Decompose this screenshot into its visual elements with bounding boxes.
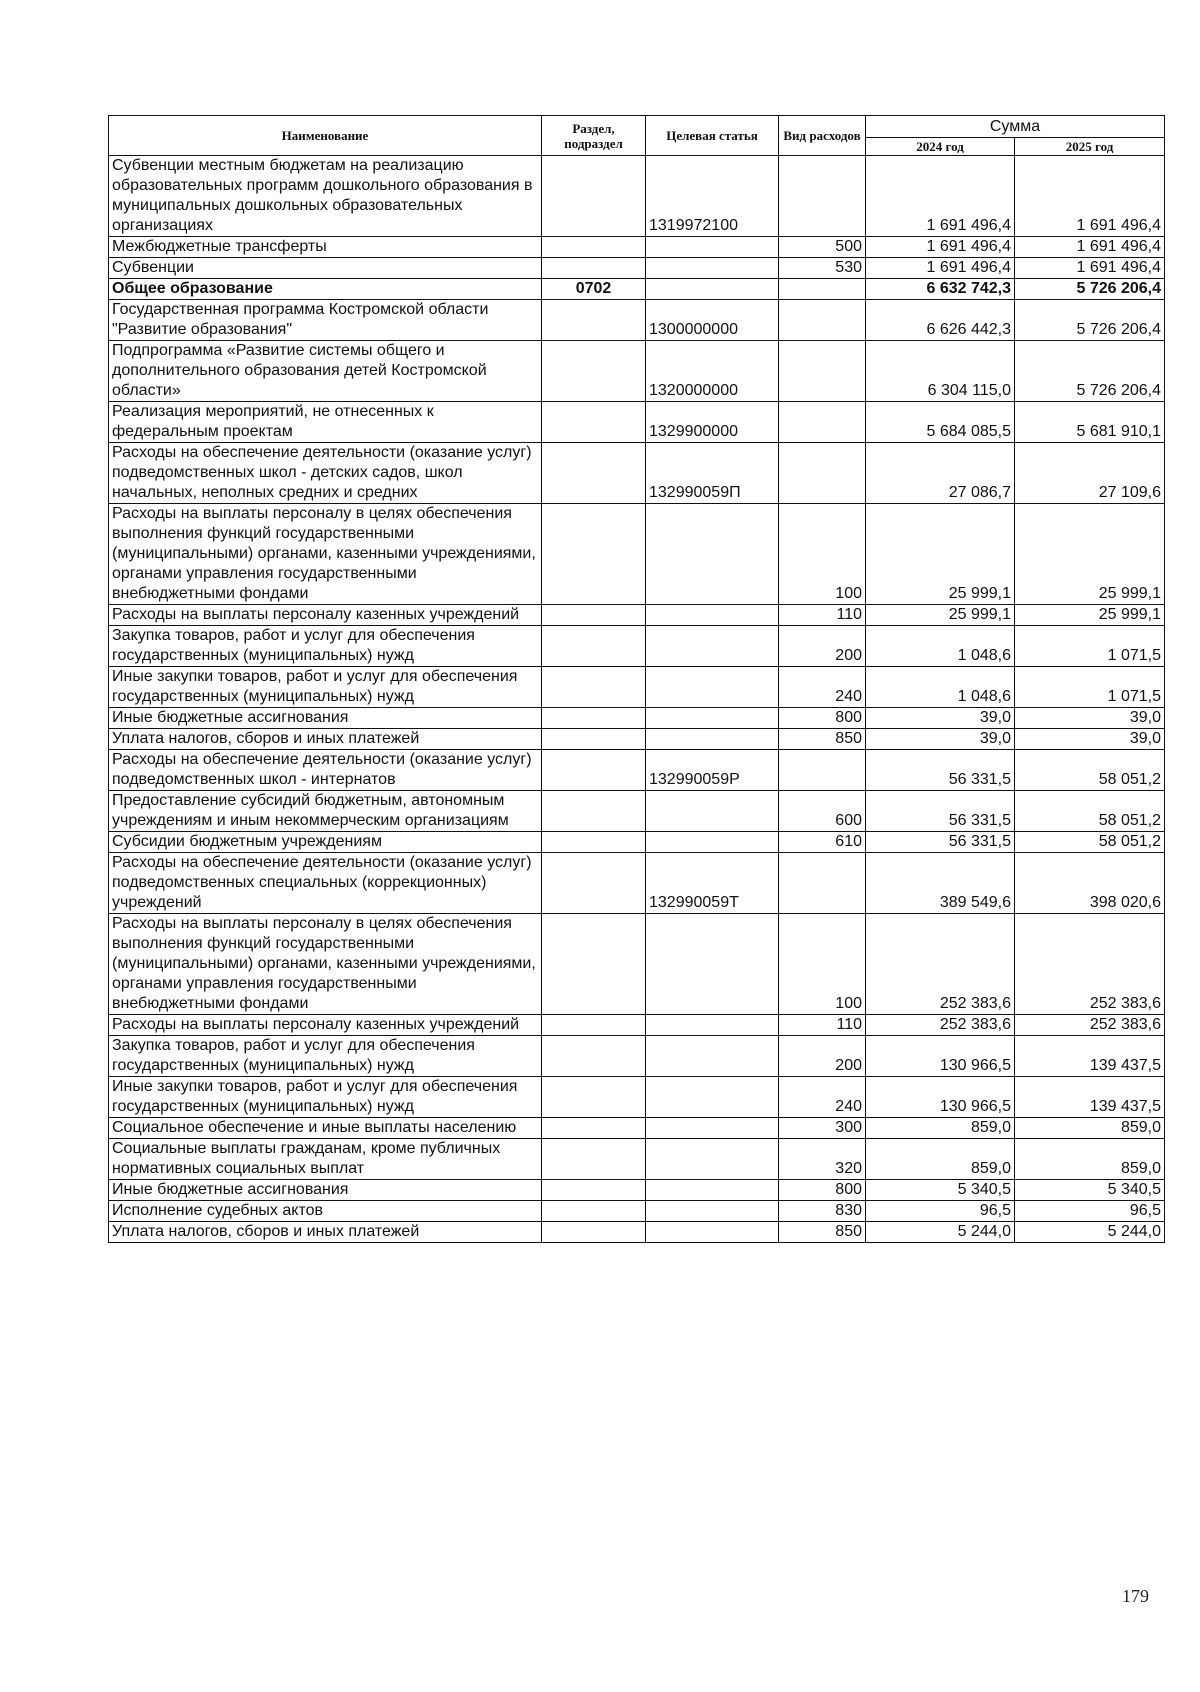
- cell-article: 1320000000: [646, 341, 779, 402]
- table-row: [109, 605, 1165, 626]
- table-row: [109, 729, 1165, 750]
- cell-article: [646, 1180, 779, 1201]
- cell-sum-2024: 39,0: [866, 729, 1015, 750]
- cell-article: [646, 729, 779, 750]
- cell-article: [646, 626, 779, 667]
- table-row: [109, 402, 1165, 443]
- cell-sum-2025: 5 340,5: [1015, 1180, 1165, 1201]
- table-row: [109, 279, 1165, 300]
- cell-name: Расходы на выплаты персоналу казенных учреждений: [109, 605, 542, 626]
- table-row: [109, 914, 1165, 1015]
- cell-section: 0702: [542, 279, 646, 300]
- cell-article: [646, 1077, 779, 1118]
- cell-name: Государственная программа Костромской области "Развитие образования": [109, 300, 542, 341]
- cell-sum-2024: 25 999,1: [866, 605, 1015, 626]
- cell-sum-2025: 58 051,2: [1015, 791, 1165, 832]
- cell-name: Субвенции: [109, 258, 542, 279]
- cell-sum-2025: 5 726 206,4: [1015, 300, 1165, 341]
- cell-sum-2024: 6 632 742,3: [866, 279, 1015, 300]
- cell-article: 132990059Р: [646, 750, 779, 791]
- cell-sum-2024: 389 549,6: [866, 853, 1015, 914]
- cell-name: Общее образование: [109, 279, 542, 300]
- table-row: [109, 443, 1165, 504]
- cell-sum-2025: 1 691 496,4: [1015, 237, 1165, 258]
- cell-article: 1329900000: [646, 402, 779, 443]
- cell-section: [542, 1139, 646, 1180]
- cell-sum-2025: 25 999,1: [1015, 605, 1165, 626]
- table-row: [109, 258, 1165, 279]
- table-row: [109, 341, 1165, 402]
- cell-name: Межбюджетные трансферты: [109, 237, 542, 258]
- budget-table-container: [108, 115, 1165, 1243]
- cell-article: [646, 1118, 779, 1139]
- table-header: [109, 116, 1165, 156]
- cell-sum-2025: 5 681 910,1: [1015, 402, 1165, 443]
- table-row: [109, 708, 1165, 729]
- cell-sum-2025: 398 020,6: [1015, 853, 1165, 914]
- cell-article: [646, 1222, 779, 1243]
- cell-sum-2024: 252 383,6: [866, 1015, 1015, 1036]
- cell-section: [542, 504, 646, 605]
- cell-name: Подпрограмма «Развитие системы общего и дополнительного образования детей Костромской области»: [109, 341, 542, 402]
- cell-sum-2025: 1 071,5: [1015, 626, 1165, 667]
- table-row: [109, 1201, 1165, 1222]
- cell-section: [542, 156, 646, 237]
- cell-section: [542, 667, 646, 708]
- cell-sum-2024: 6 304 115,0: [866, 341, 1015, 402]
- cell-expense-type: [779, 156, 866, 237]
- cell-expense-type: 110: [779, 1015, 866, 1036]
- cell-sum-2025: 1 691 496,4: [1015, 156, 1165, 237]
- cell-sum-2024: 1 691 496,4: [866, 258, 1015, 279]
- cell-sum-2025: 25 999,1: [1015, 504, 1165, 605]
- cell-sum-2024: 130 966,5: [866, 1077, 1015, 1118]
- cell-expense-type: 610: [779, 832, 866, 853]
- cell-expense-type: 830: [779, 1201, 866, 1222]
- cell-expense-type: 500: [779, 237, 866, 258]
- cell-sum-2025: 252 383,6: [1015, 1015, 1165, 1036]
- cell-section: [542, 791, 646, 832]
- table-body: [109, 156, 1165, 1243]
- cell-section: [542, 729, 646, 750]
- cell-expense-type: 110: [779, 605, 866, 626]
- cell-sum-2025: 5 726 206,4: [1015, 279, 1165, 300]
- table-row: [109, 1139, 1165, 1180]
- cell-section: [542, 1077, 646, 1118]
- cell-name: Иные закупки товаров, работ и услуг для обеспечения государственных (муниципальных) нужд: [109, 667, 542, 708]
- cell-sum-2024: 859,0: [866, 1118, 1015, 1139]
- cell-section: [542, 258, 646, 279]
- table-row: [109, 667, 1165, 708]
- cell-sum-2025: 859,0: [1015, 1139, 1165, 1180]
- cell-sum-2025: 1 691 496,4: [1015, 258, 1165, 279]
- header-expense-type: Вид расходов: [779, 116, 866, 156]
- table-row: [109, 853, 1165, 914]
- cell-sum-2024: 1 048,6: [866, 667, 1015, 708]
- cell-name: Уплата налогов, сборов и иных платежей: [109, 1222, 542, 1243]
- cell-sum-2025: 5 726 206,4: [1015, 341, 1165, 402]
- cell-expense-type: [779, 402, 866, 443]
- cell-name: Расходы на обеспечение деятельности (оказание услуг) подведомственных школ - интернатов: [109, 750, 542, 791]
- cell-sum-2024: 6 626 442,3: [866, 300, 1015, 341]
- page-number: 179: [1122, 1586, 1149, 1606]
- cell-expense-type: 200: [779, 1036, 866, 1077]
- cell-sum-2024: 5 340,5: [866, 1180, 1015, 1201]
- cell-expense-type: 800: [779, 1180, 866, 1201]
- table-row: [109, 1118, 1165, 1139]
- cell-article: 1319972100: [646, 156, 779, 237]
- cell-sum-2025: 58 051,2: [1015, 832, 1165, 853]
- cell-section: [542, 1180, 646, 1201]
- table-row: [109, 1077, 1165, 1118]
- cell-section: [542, 708, 646, 729]
- table-row: [109, 1222, 1165, 1243]
- cell-section: [542, 402, 646, 443]
- cell-sum-2025: 58 051,2: [1015, 750, 1165, 791]
- cell-section: [542, 443, 646, 504]
- header-year-2024: 2024 год: [866, 138, 1015, 156]
- cell-expense-type: 240: [779, 1077, 866, 1118]
- cell-name: Расходы на выплаты персоналу казенных учреждений: [109, 1015, 542, 1036]
- cell-expense-type: [779, 750, 866, 791]
- cell-name: Социальные выплаты гражданам, кроме публичных нормативных социальных выплат: [109, 1139, 542, 1180]
- cell-article: [646, 258, 779, 279]
- table-row: [109, 1036, 1165, 1077]
- cell-sum-2024: 5 244,0: [866, 1222, 1015, 1243]
- cell-sum-2024: 96,5: [866, 1201, 1015, 1222]
- cell-sum-2025: 252 383,6: [1015, 914, 1165, 1015]
- cell-sum-2024: 56 331,5: [866, 750, 1015, 791]
- cell-section: [542, 832, 646, 853]
- header-sum: Сумма: [866, 116, 1165, 138]
- cell-article: 1300000000: [646, 300, 779, 341]
- budget-table: [108, 115, 1165, 1243]
- cell-section: [542, 1222, 646, 1243]
- cell-section: [542, 914, 646, 1015]
- cell-section: [542, 626, 646, 667]
- table-row: [109, 156, 1165, 237]
- cell-section: [542, 853, 646, 914]
- cell-article: [646, 605, 779, 626]
- table-row: [109, 300, 1165, 341]
- table-row: [109, 504, 1165, 605]
- table-row: [109, 626, 1165, 667]
- cell-article: [646, 914, 779, 1015]
- table-row: [109, 1015, 1165, 1036]
- cell-name: Предоставление субсидий бюджетным, автономным учреждениям и иным некоммерческим организациям: [109, 791, 542, 832]
- cell-sum-2024: 27 086,7: [866, 443, 1015, 504]
- cell-section: [542, 1118, 646, 1139]
- cell-sum-2024: 5 684 085,5: [866, 402, 1015, 443]
- cell-sum-2024: 252 383,6: [866, 914, 1015, 1015]
- cell-article: [646, 1201, 779, 1222]
- cell-sum-2025: 139 437,5: [1015, 1036, 1165, 1077]
- cell-name: Субвенции местным бюджетам на реализацию образовательных программ дошкольного образования в муниципальных дошкольных образовательных организациях: [109, 156, 542, 237]
- cell-article: [646, 1139, 779, 1180]
- cell-sum-2024: 859,0: [866, 1139, 1015, 1180]
- cell-name: Расходы на выплаты персоналу в целях обеспечения выполнения функций государственными (муниципальными) органами, казенными учреждениями, органами управления государственными внебюджетными фондами: [109, 504, 542, 605]
- cell-sum-2024: 56 331,5: [866, 791, 1015, 832]
- cell-expense-type: 320: [779, 1139, 866, 1180]
- cell-article: [646, 504, 779, 605]
- cell-expense-type: 300: [779, 1118, 866, 1139]
- cell-article: 132990059П: [646, 443, 779, 504]
- cell-name: Закупка товаров, работ и услуг для обеспечения государственных (муниципальных) нужд: [109, 626, 542, 667]
- cell-sum-2025: 5 244,0: [1015, 1222, 1165, 1243]
- cell-expense-type: [779, 341, 866, 402]
- cell-expense-type: [779, 443, 866, 504]
- table-row: [109, 791, 1165, 832]
- cell-expense-type: 100: [779, 914, 866, 1015]
- cell-expense-type: 850: [779, 729, 866, 750]
- cell-expense-type: 600: [779, 791, 866, 832]
- cell-expense-type: 100: [779, 504, 866, 605]
- cell-sum-2024: 1 691 496,4: [866, 237, 1015, 258]
- header-year-2025: 2025 год: [1015, 138, 1165, 156]
- header-section: Раздел, подраздел: [542, 116, 646, 156]
- table-row: [109, 237, 1165, 258]
- cell-article: 132990059Т: [646, 853, 779, 914]
- cell-name: Расходы на обеспечение деятельности (оказание услуг) подведомственных школ - детских садов, школ начальных, неполных средних и средних: [109, 443, 542, 504]
- cell-sum-2024: 39,0: [866, 708, 1015, 729]
- cell-section: [542, 300, 646, 341]
- cell-name: Субсидии бюджетным учреждениям: [109, 832, 542, 853]
- cell-expense-type: 240: [779, 667, 866, 708]
- cell-article: [646, 708, 779, 729]
- cell-sum-2025: 139 437,5: [1015, 1077, 1165, 1118]
- cell-article: [646, 832, 779, 853]
- cell-article: [646, 667, 779, 708]
- cell-article: [646, 279, 779, 300]
- cell-sum-2024: 130 966,5: [866, 1036, 1015, 1077]
- cell-name: Социальное обеспечение и иные выплаты населению: [109, 1118, 542, 1139]
- cell-expense-type: 200: [779, 626, 866, 667]
- cell-sum-2024: 25 999,1: [866, 504, 1015, 605]
- cell-sum-2025: 1 071,5: [1015, 667, 1165, 708]
- cell-expense-type: 530: [779, 258, 866, 279]
- cell-sum-2025: 27 109,6: [1015, 443, 1165, 504]
- cell-name: Уплата налогов, сборов и иных платежей: [109, 729, 542, 750]
- cell-expense-type: [779, 279, 866, 300]
- cell-sum-2025: 39,0: [1015, 729, 1165, 750]
- cell-section: [542, 605, 646, 626]
- cell-name: Расходы на обеспечение деятельности (оказание услуг) подведомственных специальных (коррекционных) учреждений: [109, 853, 542, 914]
- cell-section: [542, 1015, 646, 1036]
- cell-name: Иные бюджетные ассигнования: [109, 708, 542, 729]
- cell-expense-type: [779, 853, 866, 914]
- header-name: Наименование: [109, 116, 542, 156]
- cell-section: [542, 750, 646, 791]
- cell-article: [646, 1036, 779, 1077]
- cell-name: Исполнение судебных актов: [109, 1201, 542, 1222]
- cell-name: Закупка товаров, работ и услуг для обеспечения государственных (муниципальных) нужд: [109, 1036, 542, 1077]
- cell-expense-type: 800: [779, 708, 866, 729]
- cell-expense-type: [779, 300, 866, 341]
- cell-name: Реализация мероприятий, не отнесенных к федеральным проектам: [109, 402, 542, 443]
- table-row: [109, 832, 1165, 853]
- header-article: Целевая статья: [646, 116, 779, 156]
- cell-section: [542, 1036, 646, 1077]
- table-row: [109, 750, 1165, 791]
- cell-name: Иные бюджетные ассигнования: [109, 1180, 542, 1201]
- cell-section: [542, 237, 646, 258]
- cell-section: [542, 1201, 646, 1222]
- cell-sum-2024: 1 691 496,4: [866, 156, 1015, 237]
- cell-sum-2025: 859,0: [1015, 1118, 1165, 1139]
- cell-sum-2025: 96,5: [1015, 1201, 1165, 1222]
- cell-section: [542, 341, 646, 402]
- cell-expense-type: 850: [779, 1222, 866, 1243]
- cell-sum-2024: 1 048,6: [866, 626, 1015, 667]
- cell-sum-2024: 56 331,5: [866, 832, 1015, 853]
- cell-sum-2025: 39,0: [1015, 708, 1165, 729]
- cell-name: Иные закупки товаров, работ и услуг для обеспечения государственных (муниципальных) нужд: [109, 1077, 542, 1118]
- cell-article: [646, 791, 779, 832]
- cell-name: Расходы на выплаты персоналу в целях обеспечения выполнения функций государственными (муниципальными) органами, казенными учреждениями, органами управления государственными внебюджетными фондами: [109, 914, 542, 1015]
- cell-article: [646, 1015, 779, 1036]
- table-row: [109, 1180, 1165, 1201]
- cell-article: [646, 237, 779, 258]
